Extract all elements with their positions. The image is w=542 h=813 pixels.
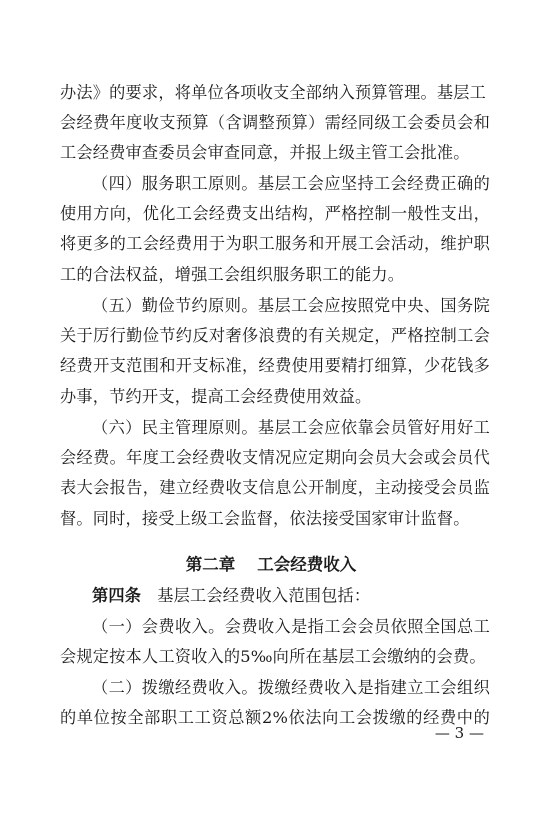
paragraph-line: 督。同时，接受上级工会监督，依法接受国家审计监督。 — [60, 509, 470, 528]
chapter-number: 第二章 — [185, 555, 236, 574]
paragraph-line: 工会经费审查委员会审查同意，并报上级主管工会批准。 — [60, 143, 470, 162]
paragraph-line: （五）勤俭节约原则。基层工会应按照党中央、国务院 — [92, 296, 490, 315]
paragraph-line: 工的合法权益，增强工会组织服务职工的能力。 — [60, 265, 405, 284]
paragraph-line: 将更多的工会经费用于为职工服务和开展工会活动，维护职 — [60, 234, 490, 253]
paragraph-line: （六）民主管理原则。基层工会应依靠会员管好用好工 — [92, 418, 490, 437]
article-line — [92, 582, 490, 610]
paragraph-line: 办法》的要求，将单位各项收支全部纳入预算管理。基层工 — [60, 83, 487, 102]
paragraph-line: 经费开支范围和开支标准，经费使用要精打细算，少花钱多 — [60, 356, 490, 375]
article-text: 基层工会经费收入范围包括： — [157, 586, 371, 605]
paragraph-line: （二）拨缴经费收入。拨缴经费收入是指建立工会组织 — [92, 678, 490, 697]
article-heading: 第四条 — [92, 586, 142, 605]
paragraph-line: 的单位按全部职工工资总额2%依法向工会拨缴的经费中的 — [60, 708, 490, 727]
paragraph-line: 会规定按本人工资收入的5‰向所在基层工会缴纳的会费。 — [60, 647, 486, 666]
paragraph-line: 使用方向，优化工会经费支出结构，严格控制一般性支出， — [60, 204, 490, 223]
paragraph-line: 关于厉行勤俭节约反对奢侈浪费的有关规定，严格控制工会 — [60, 326, 490, 345]
paragraph-line: 表大会报告，建立经费收支信息公开制度，主动接受会员监 — [60, 478, 490, 497]
chapter-title: 工会经费收入 — [257, 555, 357, 574]
page-number: — 3 — — [434, 724, 484, 742]
paragraph-line: 办事，节约开支，提高工会经费使用效益。 — [60, 387, 372, 406]
paragraph-line: （一）会费收入。会费收入是指工会会员依照全国总工 — [92, 617, 490, 636]
paragraph-line: （四）服务职工原则。基层工会应坚持工会经费正确的 — [92, 174, 490, 193]
paragraph-line: 会经费。年度工会经费收支情况应定期向会员大会或会员代 — [60, 448, 490, 467]
chapter-heading — [0, 551, 542, 579]
paragraph-line: 会经费年度收支预算（含调整预算）需经同级工会委员会和 — [60, 113, 490, 132]
